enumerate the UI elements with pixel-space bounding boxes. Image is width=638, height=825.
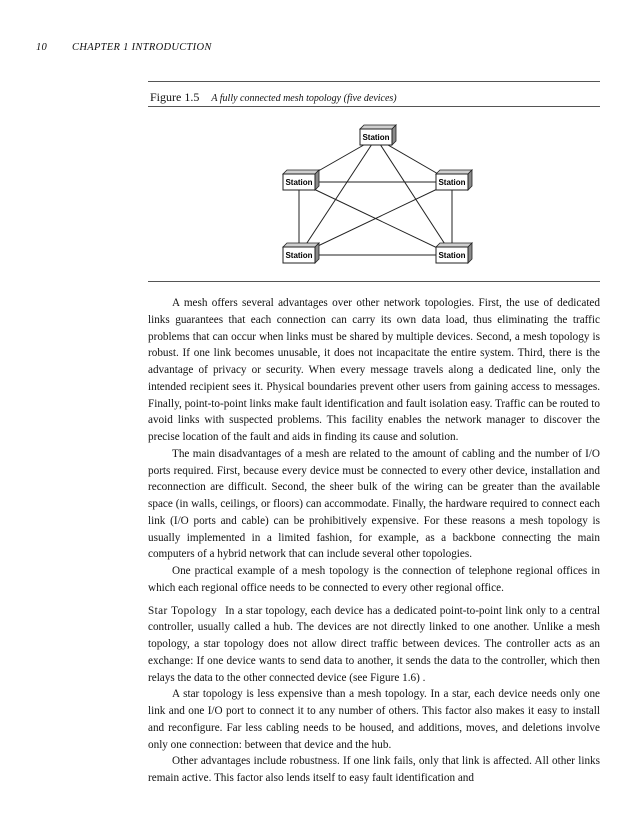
paragraph-star-intro <box>148 603 600 687</box>
running-header <box>36 42 212 53</box>
link-top-bottomright <box>376 138 452 255</box>
figure-number: Figure 1.5 <box>150 90 200 104</box>
body-text <box>148 295 600 787</box>
figure-description: A fully connected mesh topology (five devices) <box>211 93 397 104</box>
figure-caption-rule <box>148 106 600 107</box>
paragraph-mesh-disadvantages: The main disadvantages of a mesh are related to the amount of cabling and the number of I/O ports required. First, because every device must be connected to every other device, installation and reconnection are difficult. Second, the sheer bulk of the wiring can be greater than the available space (in walls, ceilings, or floors) can accommodate. Finally, the hardware required to connect each link (I/O ports and cable) can be prohibitively expensive. For these reasons a mesh topology is usually implemented in a limited fashion, for example, as a backbone connecting the main computers of a hybrid network that can include several other topologies. <box>148 447 600 561</box>
mesh-topology-diagram <box>272 118 482 268</box>
mesh-links <box>299 138 452 255</box>
station-node-bottom-left <box>283 243 319 263</box>
figure-bottom-rule <box>148 281 600 282</box>
station-label-left: Station <box>285 178 313 187</box>
figure-caption <box>150 90 397 105</box>
link-top-bottomleft <box>299 138 376 255</box>
paragraph-star-robustness: Other advantages include robustness. If one link fails, only that link is affected. All other links remain active. This factor also lends itself to easy fault identification and <box>148 755 600 784</box>
station-label-bottom-left: Station <box>285 251 313 260</box>
station-node-left <box>283 170 319 190</box>
station-label-right: Station <box>438 178 466 187</box>
paragraph-mesh-advantages: A mesh offers several advantages over other network topologies. First, the use of dedicated links guarantees that each connection can carry its own data load, thus eliminating the traffic problems that can occur when links must be shared by multiple devices. Second, a mesh topology is robust. If one link becomes unusable, it does not incapacitate the entire system. Third, there is the advantage of privacy or security. When every message travels along a dedicated line, only the intended recipient sees it. Physical boundaries prevent other users from gaining access to messages. Finally, point-to-point links make fault identification and fault isolation easy. Traffic can be routed to avoid links with suspected problems. This facility enables the network manager to discover the precise location of the fault and aids in finding its cause and solution. <box>148 297 600 443</box>
figure-top-rule <box>148 81 600 82</box>
paragraph-mesh-example: One practical example of a mesh topology is the connection of telephone regional offices in which each regional office needs to be connected to every other regional office. <box>148 565 600 594</box>
station-node-top <box>360 125 396 145</box>
page-number: 10 <box>36 42 48 53</box>
station-label-top: Station <box>362 133 390 142</box>
station-label-bottom-right: Station <box>438 251 466 260</box>
paragraph-star-cost: A star topology is less expensive than a mesh topology. In a star, each device needs only one link and one I/O port to connect it to any number of others. This factor also makes it easy to install and reconfigure. Far less cabling needs to be housed, and additions, moves, and deletions involve only one connection: between that device and the hub. <box>148 688 600 751</box>
station-node-right <box>436 170 472 190</box>
paragraph-star-intro-text: In a star topology, each device has a dedicated point-to-point link only to a central controller, usually called a hub. The devices are not directly linked to one another. Unlike a mesh topology, a star topology does not allow direct traffic between devices. The controller acts as an exchange: If one device wants to send data to another, it sends the data to the controller, which then relays the data to the other connected device (see Figure 1.6) . <box>148 604 600 684</box>
section-heading-star-topology: Star Topology <box>148 604 218 617</box>
chapter-title: CHAPTER 1 INTRODUCTION <box>72 42 212 53</box>
station-node-bottom-right <box>436 243 472 263</box>
